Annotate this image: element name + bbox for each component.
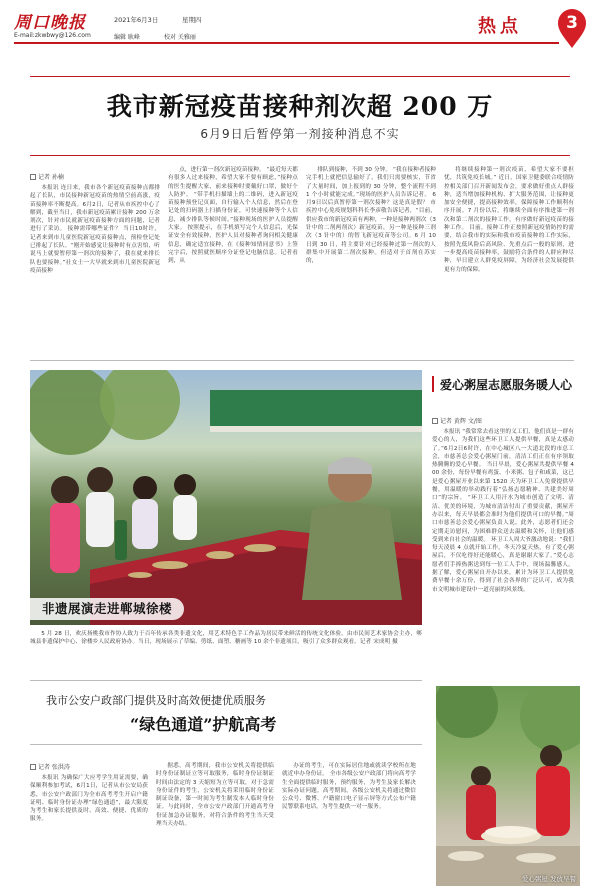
- volunteer-body: 本报讯 “我常常去看这里的义工们，他们真是一群有爱心的人，为我们这些环卫工人提供早餐，真是太感动了。”6月2日6时许，在中心城区八一大道北段的市总工会，市慈善总会爱心粥屋门前，清洁工们正在有序领取热腾腾的爱心早餐。 当日早晨，爱心粥屋共提供早餐 400 余份，每份早餐有鸡蛋、小米粥、包子和咸菜，这已是爱心粥屋开业以来第 1520 天为环卫工人免费提供早餐，用温暖的举动践行着“弘扬志愿精神、共建美好周口”的宗旨。 “环卫工人用汗水为城市创造了文明、清洁、优美的环境，为城市清洁付出了重要贡献，粥屋开办以来，每天早晨都会准时为他们提供可口的早餐。”周口市慈善总会爱心粥屋负责人说。此外，志愿者们还会定期走访慰问，为困难群众送去温暖和关怀，让他们感受到来自社会的温暖。 环卫工人周大爷激动地说：“我们每天凌晨 4 点就开始工作，冬天冷夏天热，有了爱心粥屋后，不仅吃得好还能暖心，真是谢谢大家了。”爱心志愿者们手捧热粥送到每一位工人手中，现场温馨感人。 据了解，爱心粥屋自开办以来，累计为环卫工人提供免费早餐十余万份，得到了社会各界的广泛认可，成为我市文明城市建设中一道亮丽的风景线。: [432, 429, 574, 593]
- lead-subhead: 6月9日后暂停第一剂接种消息不实: [200, 127, 400, 141]
- photo-caption-title: 非遗展演走进郸城徐楼: [42, 601, 173, 616]
- proof-credit: 校对 关雅丽: [164, 34, 196, 41]
- heritage-photo-illustration: [30, 370, 422, 625]
- section-title: 热点: [478, 16, 522, 37]
- issue-weekday: 星期四: [182, 16, 202, 24]
- police-byline: 记者 张洪涛: [30, 762, 70, 771]
- lead-column-3: 排队到接种，不到 30 分钟。 “我在接种者接种完手机上就把信息输好了，我们只需要核实，节省了大量时间，加上报到的 30 分钟，整个流程不到 1 个小时就能完成。”现场的医护人员告诉记者。 6月9日以后真暂停第一剂次接种？这是真是假？ 市疾控中心免疫规划科科长李彦敬告诉记者，“目前，供应我市的新冠疫苗有两种，一种是接种两剂次（3 针中的二剂两剂次）新冠疫苗，另一种是接种三剂次（3 针中的）的智飞新冠疫苗等公司。6 月 10 日到 30 日，将主要针对已经接种过第一剂次的人群集中开展第二剂次接种。但适对于首剂在苏实的，: [306, 167, 436, 265]
- lead-headline: 我市新冠疫苗接种剂次超 200 万: [106, 92, 494, 121]
- volunteer-headline: 爱心粥屋志愿服务暖人心: [440, 378, 573, 392]
- police-kicker: 我市公安户政部门提供及时高效便捷优质服务: [46, 694, 266, 707]
- issue-date: 2021年6月3日: [114, 16, 159, 24]
- page-number: 3: [566, 13, 578, 33]
- byline-marker: [30, 174, 36, 180]
- email-line: E-mail:zkwbwy@126.com: [14, 32, 91, 39]
- page-number-badge: [556, 9, 588, 49]
- volunteer-photo-illustration: [436, 686, 580, 886]
- volunteer-photo: [436, 686, 580, 886]
- editor-credit: 编辑 耿峰: [114, 34, 140, 41]
- police-column-3: 办证的考生，可在实际居住地或就读学校所在地就近申办身份证。 全市各级公安户政部门将向高考学生全面提供临时服务，预约服务，为考生及家长解决实际办证问题。高考期间，各级公安机关将通过微信公众号、微博、户籍窗口电子显示屏等方式公布户籍民警联系电话，为考生提供一对一服务。: [282, 763, 416, 811]
- divider-mid: [30, 680, 422, 681]
- heritage-photo: [30, 370, 422, 625]
- volunteer-byline: 记者 黄辉 文/图: [432, 416, 482, 425]
- newspaper-logo: 周口晚报: [14, 13, 86, 33]
- volunteer-headline-marker: [432, 376, 434, 392]
- lead-column-2: 点，进行第一剂次新冠疫苗接种。 “最近每天都有很多人过来接种，希望大家不要有顾虑，”接种点的医生提醒大家，前来接种时要戴好口罩，做好个人防护。 “带手机扫描墙上的二维码，进入新冠疫苗接种预登记页面，自行输入个人信息，然后在登记处的扫码器上扫描身份证，可快速接种等个人信息，减少排队等候时间。”接种现场的医护人员提醒大家。 按照提示，在手机填写完个人信息后，光保证安全有效接种，医护人员对接种者询问相关健康信息，确定适宜接种，在《接种知情同意书》上签完字后，按照就医顺序分证登记电脑信息。记者看到，从: [168, 167, 298, 265]
- photo-caption-banner: [30, 598, 184, 620]
- byline-marker: [30, 764, 36, 770]
- police-column-1: 本报讯 为确保广大应考学生用证需要，确保顺利参加考试，6月1日，记者从市公安局获悉，市公安户政部门为全市高考考生开启户籍证明、临时身份证办理“绿色通道”，最大限度为考生和家长提供及时、高效、便捷、优质的服务。: [30, 775, 148, 823]
- masthead: [0, 0, 600, 46]
- lead-column-4: 将继续接种第一剂次疫苗，希望大家不要担忧，共筑免疫长城。” 近日，国家卫健委联合疫情防控相关部门召开新闻发布会，要求做好重点人群接种，适当增加接种机构、扩大服务范围，让接种更加安全便捷，提高接种效率，保障接种工作顺利有序开展。7 月份以后，将继续全面有序推进第一剂次和第二剂次的接种工作，有序做好新冠疫苗的接种工作。 目前，接种工作正按照新冠疫情防控的需要，结合我市的实际和我市疫苗接种的工作实际，按照先低风险后高风险、先重点后一般的原则，进一步提高疫苗接种率，鼓励符合条件的人群应种尽种，早日建立人群免疫屏障，为经济社会发展提供更有力的保障。: [444, 167, 574, 273]
- divider-police: [30, 744, 422, 745]
- police-headline: “绿色通道”护航高考: [130, 715, 277, 734]
- divider-lead: [30, 360, 574, 361]
- lead-headline-box: [30, 76, 570, 156]
- byline-marker: [432, 418, 438, 424]
- masthead-rule: [14, 42, 559, 44]
- heritage-photo-caption: 5 月 28 日，欢庆扬桃我市作协人致力于百年传承各类非遗文化，用艺术特色手工作品为居民带来鲜活的传统文化体验，由市民间艺术家协会主办，郸城县非遗保护中心、徐楼乡人民政府协办。当日，现场展示了草编、剪纸、面塑、糖画等 10 余个非遗项目，吸引了众多群众观看。记者 宋成明 摄: [30, 631, 422, 646]
- volunteer-photo-caption: 爱心粥屋 发放早餐: [521, 875, 576, 883]
- lead-column-1: 本报讯 连日来，我市各个新冠疫苗接种点都排起了长队，市民接种新冠疫苗的热情空前高涨，疫苗接种率不断提高。6月2日，记者从市疾控中心了解到，截至当日，我市新冠疫苗累计接种 200 万余剂次，针对市民就新冠疫苗接种方面的问题，记者进行了采访。 接种需带哪些证件？ 当日10时许，记者来到市儿童医院新冠疫苗接种点，预检登记处已排起了长队。“刚开始感觉让接种时有点害怕，听说马上就要暂停第一剂次的接种了，我在就来排长队也要接种。”社女士一大早就来到市儿童医院新冠疫苗接种: [30, 185, 160, 274]
- lead-byline: 记者 孙楠: [30, 172, 64, 181]
- police-column-2: 据悉，高考期间，我市公安机关将提供临时身份证制证立等可取服务，临时身份证制证时间由法定的 3 天缩短为立等可取，对于急需身份证件的考生，公安机关将采用临时身份证制证设备，第一时间为考生制发本人临时身份证。与此同时，全市公安户政部门开通高考身份证加急办证服务，对符合条件的考生当天受理当天办结。: [156, 763, 274, 828]
